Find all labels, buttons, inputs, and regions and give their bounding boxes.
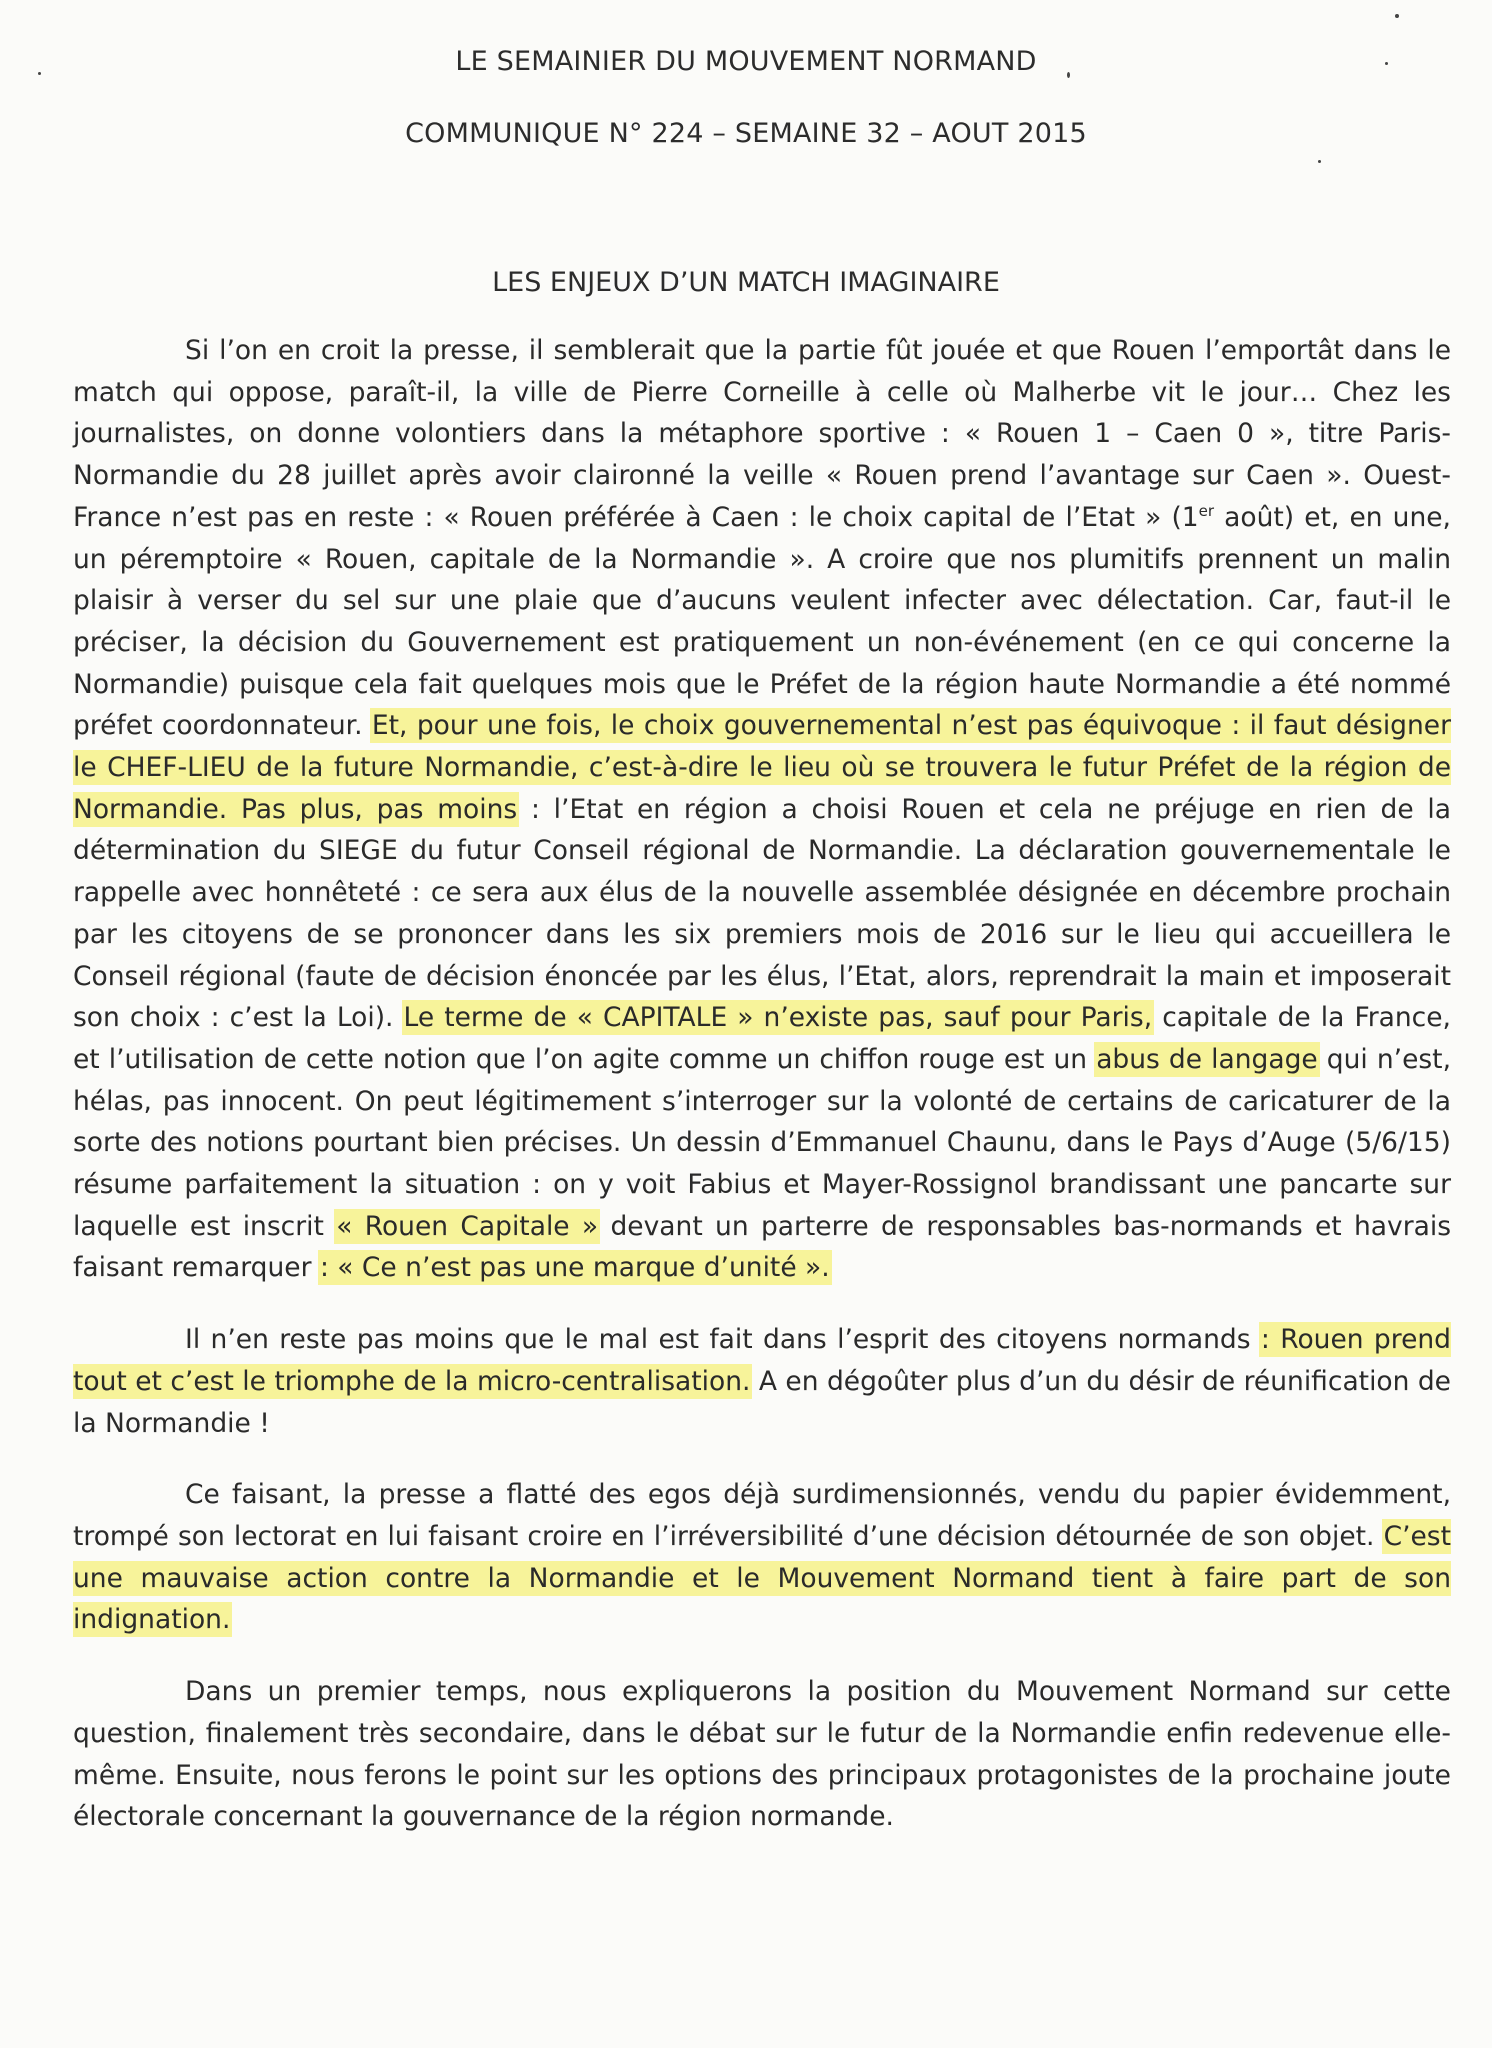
article-body	[73, 330, 1451, 1838]
paragraph-4	[73, 1671, 1451, 1838]
highlighted-text: abus de langage	[1096, 1043, 1318, 1075]
text-run: Il n’en reste pas moins que le mal est fait dans l’esprit des citoyens normands	[185, 1324, 1261, 1356]
scan-speck	[1395, 14, 1399, 18]
text-run: : l’Etat en région a choisi Rouen et cela ne préjuge en rien de la détermination du SIEGE du futur Conseil régional de Normandie. La déclaration gouvernementale le rappelle avec honnêteté : ce sera aux élus de la nouvelle assemblée désignée en décembre prochain par les citoyens de se prononcer dans les six premiers mois de 2016 sur le lieu qui accueillera le Conseil régional (faute de décision énoncée par les élus, l’Etat, alors, reprendrait la main et imposerait son choix : c’est la Loi).	[73, 793, 1452, 1034]
communique-number: COMMUNIQUE N° 224 – SEMAINE 32 – AOUT 2015	[405, 118, 1087, 149]
paragraph-2	[73, 1319, 1451, 1444]
scan-speck	[38, 72, 41, 75]
highlighted-text: : « Ce n’est pas une marque d’unité ».	[319, 1252, 830, 1284]
paragraph-1	[73, 330, 1451, 1289]
highlighted-text: « Rouen Capitale »	[336, 1210, 599, 1242]
highlighted-text: C’est une mauvaise action contre la Normandie et le Mouvement Normand tient à faire part de son indignation.	[73, 1520, 1451, 1636]
text-run: capitale de la France, et l’utilisation de cette notion que l’on agite comme un chiffon rouge est un	[73, 1002, 1451, 1075]
scan-speck	[1067, 72, 1070, 78]
highlighted-text: : Rouen prend tout et c’est le triomphe de la micro-centralisation.	[73, 1324, 1451, 1397]
paragraph-3	[73, 1474, 1451, 1641]
scan-speck	[1318, 160, 1321, 163]
scan-speck	[1385, 62, 1388, 65]
text-run: A en dégoûter plus d’un du désir de réunification de la Normandie !	[73, 1365, 1451, 1439]
article-title: LES ENJEUX D’UN MATCH IMAGINAIRE	[492, 267, 1000, 298]
text-run: Ce faisant, la presse a flatté des egos déjà surdimensionnés, vendu du papier évidemment, trompé son lectorat en lui faisant croire en l’irréversibilité d’une décision détournée de son objet.	[73, 1479, 1451, 1552]
text-run: devant un parterre de responsables bas-normands et havrais faisant remarquer	[73, 1210, 1452, 1284]
highlighted-text: Le terme de « CAPITALE » n’existe pas, sauf pour Paris,	[403, 1002, 1153, 1034]
text-run: août) et, en une, un péremptoire « Rouen, capitale de la Normandie ». A croire que nos plumitifs prennent un malin plaisir à verser du sel sur une plaie que d’aucuns veulent infecter avec délectation. Car, faut-il le préciser, la décision du Gouvernement est pratiquement un non-événement (en ce qui concerne la Normandie) puisque cela fait quelques mois que le Préfet de la région haute Normandie a été nommé préfet coordonnateur.	[73, 501, 1451, 742]
highlighted-text: Et, pour une fois, le choix gouvernemental n’est pas équivoque : il faut désigner le CHEF-LIEU de la future Normandie, c’est-à-dire le lieu où se trouvera le futur Préfet de la région de Normandie. Pas plus, pas moins	[73, 710, 1451, 825]
text-run: qui n’est, hélas, pas innocent. On peut légitimement s’interroger sur la volonté de certains de caricaturer de la sorte des notions pourtant bien précises. Un dessin d’Emmanuel Chaunu, dans le Pays d’Auge (5/6/15) résume parfaitement la situation : on y voit Fabius et Mayer-Rossignol brandissant une pancarte sur laquelle est inscrit	[73, 1043, 1451, 1242]
newsletter-name: LE SEMAINIER DU MOUVEMENT NORMAND	[455, 46, 1037, 77]
text-run: Si l’on en croit la presse, il semblerait que la partie fût jouée et que Rouen l’emportât dans le match qui oppose, paraît-il, la ville de Pierre Corneille à celle où Malherbe vit le jour… Chez les journalistes, on donne volontiers dans la métaphore sportive : « Rouen 1 – Caen 0 », titre Paris-Normandie du 28 juillet après avoir claironné la veille « Rouen prend l’avantage sur Caen ». Ouest-France n’est pas en reste : « Rouen préférée à Caen : le choix capital de l’Etat » (1	[73, 335, 1451, 533]
superscript: er	[1198, 501, 1215, 520]
text-run: Dans un premier temps, nous expliquerons la position du Mouvement Normand sur cette question, finalement très secondaire, dans le débat sur le futur de la Normandie enfin redevenue elle-même. Ensuite, nous ferons le point sur les options des principaux protagonistes de la prochaine joute électorale concernant la gouvernance de la région normande.	[73, 1676, 1451, 1833]
